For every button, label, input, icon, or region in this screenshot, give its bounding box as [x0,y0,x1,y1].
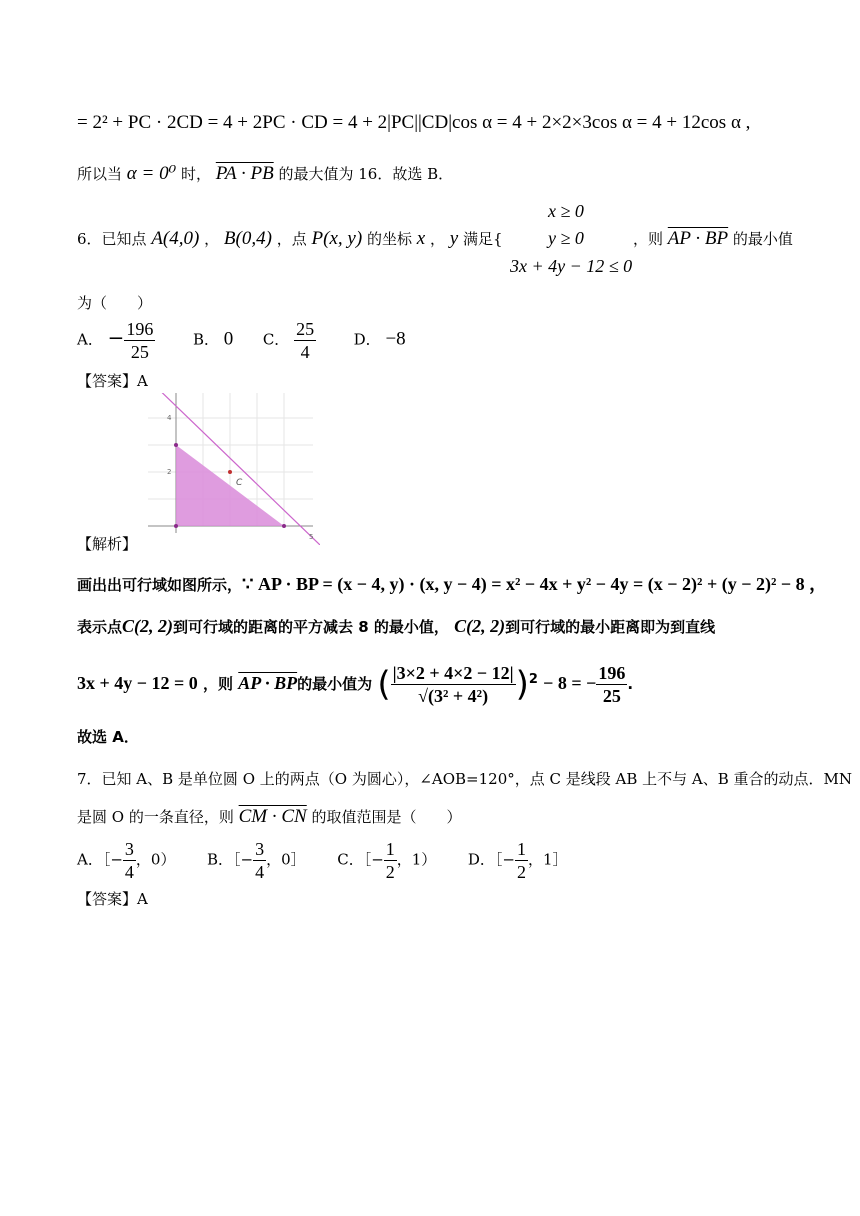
text: 所以当 [77,165,123,183]
var-y: y [449,228,459,249]
num: 196 [126,319,154,339]
text: 的取值范围是（ ） [311,808,462,826]
constraint-3: 3x + 4y − 12 ≤ 0 [510,256,633,276]
den: 2 [385,862,395,882]
text: 的最大值为 16．故选 B． [278,165,454,183]
text: 的坐标 [366,230,412,248]
option-C-fraction [294,318,316,363]
text: 是圆 O 的一条直径，则 [77,808,234,826]
vector-expr: PA · PB [215,163,274,184]
num: 3 [255,839,265,859]
solution-line-3: 3x + 4y − 12 = 0 ，则 AP · BP的最小值为 ( $\frac{|3\times 2 + 4\times 2 - 12|}{\text{√(3² + 4²)}}$ )$^2$ − 8 = − $\frac{196}{25}$ . [77,663,634,706]
option-B-label: B．［− [207,850,254,869]
option-D-value: −8 [385,328,406,350]
constraint-2: y ≥ 0 [548,228,584,248]
text: ，点 [276,230,307,248]
solution-line-1 [77,570,827,596]
num: 25 [296,319,315,339]
constraint-1: x ≥ 0 [548,201,584,221]
den: 4 [300,342,310,362]
option-B-label: B． [192,330,219,349]
formula: ∵ AP · BP = (x − 4, y) · (x, y − 4) = x² − 4x + y² − 4y = (x − 2)² + (y − 2)² − 8 ， [242,574,828,594]
answer-label: 【答案】 [77,890,138,908]
point-B: B(0,4) [223,228,272,249]
vertex-point [174,443,178,447]
conclusion-line [77,162,453,185]
text: 的最小值为 [297,675,373,693]
den: 4 [124,862,134,882]
vector-expr: CM · CN [238,806,307,827]
var-x: x [416,228,426,249]
answer-value: A [137,372,148,390]
conclusion-6: 故选 A． [77,728,139,746]
num: 1 [385,839,395,859]
text: 表示点 [77,618,123,636]
formula-line-1 [77,112,750,134]
option-C-label: C． [262,330,290,349]
den: 25 [130,342,149,362]
text: ，则 [633,230,664,248]
tick-4: 4 [167,414,172,422]
question-6-line-2: 为（ ） [77,294,153,312]
option-D-tail: ，1］ [527,850,568,869]
label-C: C [236,478,243,488]
num: 3 [124,839,134,859]
analysis-label: 【解析】 [77,535,138,553]
question-7-line-2 [77,806,462,828]
line-equation: 3x + 4y − 12 = 0 [77,673,198,693]
feasible-region-figure [148,393,320,545]
question-6-line-1 [77,228,503,250]
vector-expr: AP · BP [238,673,298,693]
num: 196 [598,663,626,683]
option-D-label: D．［− [467,850,515,869]
num: |3×2 + 4×2 − 12| [392,663,514,683]
alpha-value: α = 0⁰ [126,163,177,184]
point-P: P(x, y) [311,228,363,249]
den: 4 [255,862,265,882]
text: − 8 = − [543,673,597,693]
result-fraction [596,662,627,707]
text: . [627,675,634,693]
q7-options [77,838,568,883]
den: √(3² + 4²) [418,686,489,706]
solution-line-2 [77,616,715,637]
formula-text: = 2² + PC · 2CD = 4 + 2PC · CD = 4 + 2|PC||CD|cos α = 4 + 2×2×3cos α = 4 + 12cos α , [77,112,751,133]
exponent: 2 [528,672,538,687]
point-A: A(4,0) [151,228,200,249]
den: 25 [602,686,621,706]
option-A-label: A． [77,330,103,349]
option-B-tail: ，0］ [266,850,306,869]
text: 的最小值 [732,230,793,248]
option-C-fraction [384,838,397,883]
text: 画出出可行域如图所示， [77,576,243,594]
option-A-tail: ，0） [135,850,176,869]
q6-options: A． − $\frac{196}{25}$ B． 0 C． $\frac{25}{4}$ D． −8 [77,319,406,362]
point-C: C(2, 2) [122,616,174,636]
answer-value: A [137,890,148,908]
option-D-fraction [515,838,528,883]
option-B-value: 0 [223,328,234,350]
tick-2: 2 [167,468,172,476]
q6-answer [77,370,148,391]
q6-number: 6．已知点 [77,230,147,248]
text: ，则 [203,675,234,693]
option-B-fraction [253,838,266,883]
option-A-label: A．［− [77,850,123,869]
text: 到可行域的距离的平方减去 8 的最小值， [173,618,449,636]
option-D-label: D． [353,330,381,349]
den: 2 [516,862,526,882]
tick-5: 5 [309,533,314,541]
point-C [228,470,232,474]
distance-fraction [391,662,516,707]
text: 满足{ [462,230,503,248]
question-6-tail [633,228,793,250]
sep: ， [204,230,220,248]
sep: ， [429,230,445,248]
num: 1 [516,839,526,859]
text: 到可行域的最小距离即为到直线 [505,618,716,636]
option-A-fraction [124,318,155,363]
option-C-label: C．［− [337,850,384,869]
question-7-line-1: 7．已知 A、B 是单位圆 O 上的两点（O 为圆心），∠AOB=120°，点 C 是线段 AB 上不与 A、B 重合的动点．MN [77,770,853,788]
vertex-point [282,524,286,528]
option-A-fraction [123,838,136,883]
vector-expr: AP · BP [667,228,729,249]
point-C: C(2, 2) [454,616,506,636]
option-C-tail: ，1） [396,850,437,869]
answer-label: 【答案】 [77,372,138,390]
vertex-point [174,524,178,528]
text: 时， [181,165,212,183]
q7-answer [77,888,148,909]
